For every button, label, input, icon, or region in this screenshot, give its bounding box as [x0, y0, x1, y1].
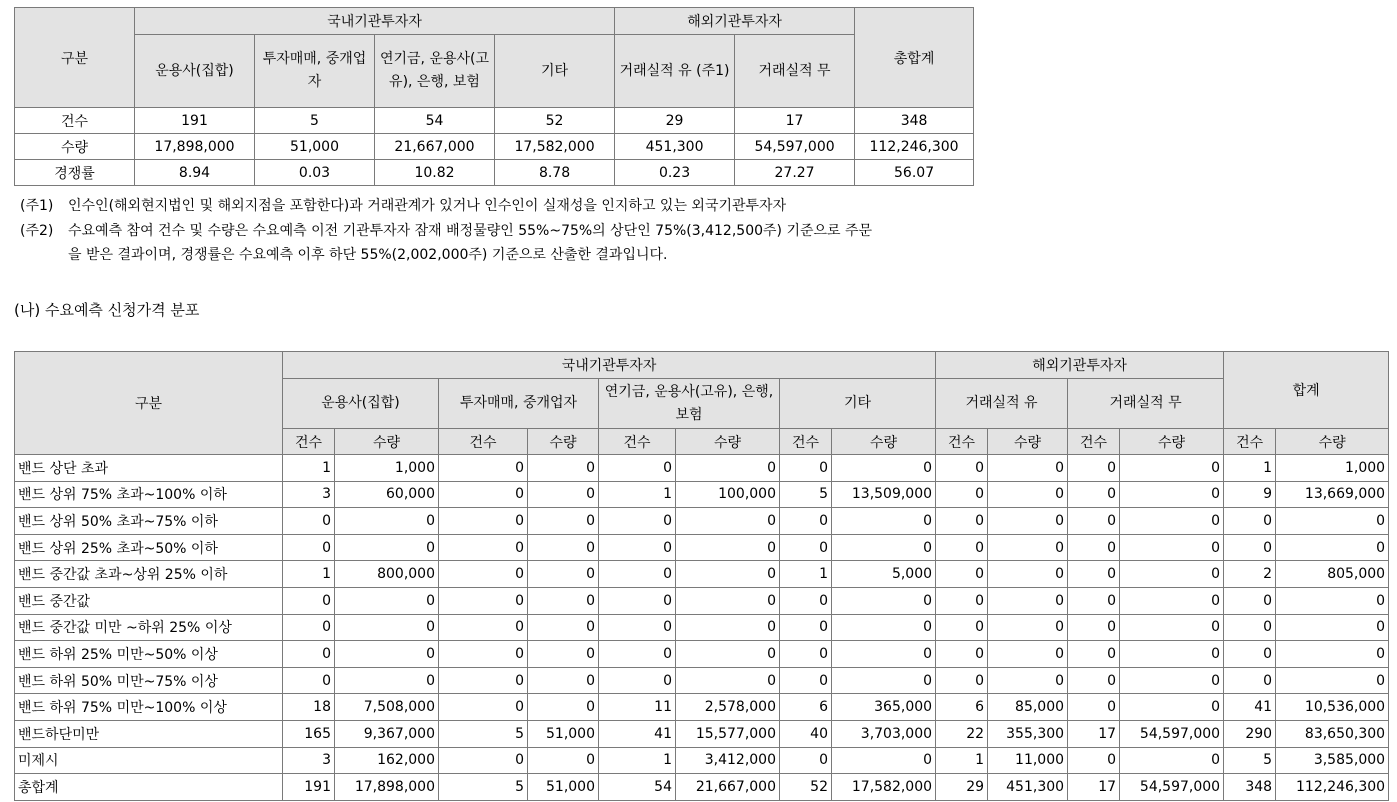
table-cell: 0 — [599, 508, 676, 535]
table-cell: 10,536,000 — [1276, 694, 1389, 721]
row-label: 밴드 상위 50% 초과~75% 이하 — [15, 508, 283, 535]
footnote-1 — [20, 194, 786, 218]
table-cell: 0 — [283, 641, 335, 668]
table-cell: 17 — [1068, 774, 1120, 801]
table-cell: 0 — [1120, 508, 1224, 535]
table-cell: 7,508,000 — [335, 694, 439, 721]
table-row — [15, 667, 1389, 694]
table-cell: 8.78 — [495, 160, 615, 186]
table-cell: 0 — [528, 481, 599, 508]
table-cell: 0 — [832, 534, 936, 561]
table-cell: 0 — [283, 587, 335, 614]
table-cell: 0 — [1224, 614, 1276, 641]
table-cell: 0 — [1120, 747, 1224, 774]
table-cell: 29 — [936, 774, 988, 801]
table-cell: 1,000 — [1276, 455, 1389, 482]
table-cell: 0 — [1068, 481, 1120, 508]
table-cell: 0 — [439, 508, 528, 535]
table-cell: 17,898,000 — [135, 134, 255, 160]
table-cell: 5 — [1224, 747, 1276, 774]
table-cell: 1 — [283, 455, 335, 482]
foreign-investor-header: 해외기관투자자 — [936, 352, 1224, 379]
table-cell: 0 — [936, 534, 988, 561]
table-cell: 0 — [988, 481, 1068, 508]
table-cell: 0 — [988, 534, 1068, 561]
table-cell: 21,667,000 — [676, 774, 780, 801]
foreign-investor-header: 해외기관투자자 — [615, 8, 855, 35]
table-cell: 0 — [1276, 587, 1389, 614]
table-cell: 0 — [1120, 561, 1224, 588]
table-cell: 365,000 — [832, 694, 936, 721]
count-header: 건수 — [599, 429, 676, 455]
table-cell: 0 — [528, 614, 599, 641]
section-title: (나) 수요예측 신청가격 분포 — [14, 301, 200, 319]
table-cell: 0 — [335, 534, 439, 561]
table-cell: 0.03 — [255, 160, 375, 186]
quantity-header: 수량 — [676, 429, 780, 455]
table-row — [15, 108, 974, 134]
table-cell: 6 — [936, 694, 988, 721]
table-cell: 0 — [1068, 561, 1120, 588]
count-header: 건수 — [1224, 429, 1276, 455]
table-cell: 0 — [936, 561, 988, 588]
table-cell: 0 — [676, 641, 780, 668]
table-cell: 0 — [936, 667, 988, 694]
table-cell: 0 — [599, 455, 676, 482]
table-cell: 0 — [283, 508, 335, 535]
quantity-header: 수량 — [1120, 429, 1224, 455]
table-cell: 348 — [1224, 774, 1276, 801]
table-cell: 17,582,000 — [832, 774, 936, 801]
table-cell: 451,300 — [615, 134, 735, 160]
table-cell: 54,597,000 — [1120, 720, 1224, 747]
table-cell: 54,597,000 — [1120, 774, 1224, 801]
footnote-2-continued: 을 받은 결과이며, 경쟁률은 수요예측 이후 하단 55%(2,002,000주) 기준으로 산출한 결과입니다. — [68, 247, 668, 263]
table-cell: 0 — [439, 694, 528, 721]
table-row — [15, 134, 974, 160]
table-cell: 2,578,000 — [676, 694, 780, 721]
table-cell: 51,000 — [528, 774, 599, 801]
table-row — [15, 481, 1389, 508]
table-cell: 29 — [615, 108, 735, 134]
table-cell: 191 — [283, 774, 335, 801]
table-cell: 0 — [528, 508, 599, 535]
table-cell: 0 — [599, 561, 676, 588]
table-row — [15, 561, 1389, 588]
table-cell: 0 — [335, 667, 439, 694]
asset-mgmt-header: 운용사(집합) — [135, 35, 255, 108]
row-label: 밴드 중간값 초과~상위 25% 이하 — [15, 561, 283, 588]
table-cell: 191 — [135, 108, 255, 134]
table-cell: 27.27 — [735, 160, 855, 186]
count-header: 건수 — [1068, 429, 1120, 455]
other-header: 기타 — [780, 379, 936, 429]
table-cell: 0 — [599, 667, 676, 694]
table-cell: 162,000 — [335, 747, 439, 774]
table-cell: 0 — [988, 587, 1068, 614]
table-cell: 0 — [676, 587, 780, 614]
table-cell: 0 — [528, 455, 599, 482]
total-header: 합계 — [1224, 352, 1389, 429]
table-cell: 56.07 — [855, 160, 974, 186]
table-cell: 40 — [780, 720, 832, 747]
table-row — [15, 720, 1389, 747]
table-cell: 0 — [676, 614, 780, 641]
table-cell: 0 — [335, 641, 439, 668]
table-cell: 0 — [1120, 455, 1224, 482]
table-cell: 1 — [780, 561, 832, 588]
row-label: 밴드 중간값 미만 ~하위 25% 이상 — [15, 614, 283, 641]
table-cell: 0 — [599, 587, 676, 614]
table-cell: 112,246,300 — [855, 134, 974, 160]
pension-header: 연기금, 운용사(고유), 은행, 보험 — [599, 379, 780, 429]
table-cell: 0 — [780, 455, 832, 482]
table-cell: 5 — [255, 108, 375, 134]
table-cell: 0 — [1224, 508, 1276, 535]
table-cell: 0 — [780, 641, 832, 668]
table-cell: 290 — [1224, 720, 1276, 747]
row-label: 경쟁률 — [15, 160, 135, 186]
table-cell: 52 — [780, 774, 832, 801]
table-cell: 0 — [988, 455, 1068, 482]
table-cell: 0 — [528, 641, 599, 668]
table-cell: 60,000 — [335, 481, 439, 508]
table-cell: 800,000 — [335, 561, 439, 588]
row-label: 밴드 하위 50% 미만~75% 이상 — [15, 667, 283, 694]
table-cell: 54 — [599, 774, 676, 801]
table-cell: 22 — [936, 720, 988, 747]
row-label: 밴드 상위 75% 초과~100% 이하 — [15, 481, 283, 508]
table-cell: 0 — [936, 481, 988, 508]
table-cell: 0 — [936, 587, 988, 614]
row-label: 총합계 — [15, 774, 283, 801]
table-cell: 0 — [599, 534, 676, 561]
quantity-header: 수량 — [832, 429, 936, 455]
table-cell: 0 — [1276, 508, 1389, 535]
table-cell: 0 — [780, 667, 832, 694]
table-cell: 0 — [676, 508, 780, 535]
grand-total-header: 총합계 — [855, 8, 974, 108]
table-cell: 1 — [599, 747, 676, 774]
table-cell: 0 — [1068, 614, 1120, 641]
table-cell: 0 — [528, 747, 599, 774]
table-cell: 0 — [599, 641, 676, 668]
table-cell: 0 — [528, 667, 599, 694]
table-cell: 85,000 — [988, 694, 1068, 721]
table-cell: 0 — [832, 614, 936, 641]
table-cell: 51,000 — [528, 720, 599, 747]
table-cell: 0 — [283, 614, 335, 641]
footnote-2-number: (주2) — [20, 223, 54, 239]
table-row — [15, 641, 1389, 668]
table-cell: 0 — [439, 455, 528, 482]
table-cell: 0 — [1068, 455, 1120, 482]
track-record-yes-header: 거래실적 유 — [936, 379, 1068, 429]
table-cell: 0 — [1068, 534, 1120, 561]
broker-header: 투자매매, 중개업자 — [255, 35, 375, 108]
table-cell: 1 — [283, 561, 335, 588]
row-label: 밴드 하위 75% 미만~100% 이상 — [15, 694, 283, 721]
table-cell: 805,000 — [1276, 561, 1389, 588]
table-cell: 0 — [936, 641, 988, 668]
table-cell: 0 — [528, 694, 599, 721]
table-cell: 18 — [283, 694, 335, 721]
table-cell: 0 — [676, 455, 780, 482]
table-cell: 0 — [988, 667, 1068, 694]
table-cell: 0 — [988, 614, 1068, 641]
row-label: 밴드하단미만 — [15, 720, 283, 747]
table-cell: 0 — [528, 587, 599, 614]
table-cell: 13,509,000 — [832, 481, 936, 508]
table-cell: 0 — [1120, 694, 1224, 721]
table-cell: 0 — [936, 455, 988, 482]
table-cell: 0 — [1224, 587, 1276, 614]
table-cell: 17,582,000 — [495, 134, 615, 160]
table-cell: 0 — [528, 561, 599, 588]
table-cell: 13,669,000 — [1276, 481, 1389, 508]
track-record-no-header: 거래실적 무 — [735, 35, 855, 108]
table-cell: 0 — [439, 561, 528, 588]
table-cell: 0 — [439, 481, 528, 508]
table-cell: 0 — [780, 587, 832, 614]
asset-mgmt-header: 운용사(집합) — [283, 379, 439, 429]
domestic-investor-header: 국내기관투자자 — [135, 8, 615, 35]
table-cell: 0 — [1224, 534, 1276, 561]
quantity-header: 수량 — [528, 429, 599, 455]
table-row — [15, 587, 1389, 614]
table-cell: 52 — [495, 108, 615, 134]
table-cell: 0 — [1120, 534, 1224, 561]
table-cell: 0 — [676, 667, 780, 694]
table-cell: 0 — [1068, 641, 1120, 668]
table-cell: 1 — [599, 481, 676, 508]
track-record-yes-header: 거래실적 유 (주1) — [615, 35, 735, 108]
table-cell: 0 — [1068, 694, 1120, 721]
table-cell: 5 — [439, 774, 528, 801]
table-row — [15, 747, 1389, 774]
table-cell: 0 — [439, 587, 528, 614]
table-cell: 165 — [283, 720, 335, 747]
table-cell: 0.23 — [615, 160, 735, 186]
table-cell: 54,597,000 — [735, 134, 855, 160]
table-cell: 0 — [283, 667, 335, 694]
table-cell: 1,000 — [335, 455, 439, 482]
table-cell: 0 — [439, 641, 528, 668]
table-row — [15, 160, 974, 186]
table-cell: 0 — [1120, 481, 1224, 508]
row-label: 밴드 상위 25% 초과~50% 이하 — [15, 534, 283, 561]
quantity-header: 수량 — [335, 429, 439, 455]
table-row — [15, 614, 1389, 641]
table-cell: 11 — [599, 694, 676, 721]
table-cell: 348 — [855, 108, 974, 134]
table-cell: 3 — [283, 747, 335, 774]
table-cell: 0 — [335, 614, 439, 641]
quantity-header: 수량 — [1276, 429, 1389, 455]
table-cell: 0 — [1224, 667, 1276, 694]
table-cell: 0 — [1276, 641, 1389, 668]
table-cell: 0 — [832, 641, 936, 668]
table-cell: 0 — [1276, 534, 1389, 561]
table-cell: 8.94 — [135, 160, 255, 186]
table-cell: 0 — [988, 508, 1068, 535]
category-header: 구분 — [15, 8, 135, 108]
count-header: 건수 — [936, 429, 988, 455]
table-cell: 5,000 — [832, 561, 936, 588]
table-cell: 0 — [780, 747, 832, 774]
table-cell: 0 — [439, 534, 528, 561]
table-cell: 3,585,000 — [1276, 747, 1389, 774]
table-cell: 17 — [1068, 720, 1120, 747]
table-cell: 1 — [1224, 455, 1276, 482]
domestic-investor-header: 국내기관투자자 — [283, 352, 936, 379]
table-cell: 0 — [599, 614, 676, 641]
row-label: 밴드 중간값 — [15, 587, 283, 614]
count-header: 건수 — [780, 429, 832, 455]
table-cell: 0 — [780, 534, 832, 561]
table-cell: 0 — [335, 508, 439, 535]
table-row — [15, 694, 1389, 721]
table-row — [15, 455, 1389, 482]
table-cell: 0 — [988, 561, 1068, 588]
table-cell: 0 — [1068, 747, 1120, 774]
table-cell: 6 — [780, 694, 832, 721]
table-cell: 1 — [936, 747, 988, 774]
table-cell: 0 — [1224, 641, 1276, 668]
table-cell: 0 — [439, 667, 528, 694]
table-cell: 0 — [1068, 667, 1120, 694]
table-cell: 17 — [735, 108, 855, 134]
track-record-no-header: 거래실적 무 — [1068, 379, 1224, 429]
table-cell: 112,246,300 — [1276, 774, 1389, 801]
table-cell: 11,000 — [988, 747, 1068, 774]
price-distribution-table — [14, 351, 1389, 801]
table-cell: 0 — [439, 747, 528, 774]
table-cell: 15,577,000 — [676, 720, 780, 747]
count-header: 건수 — [439, 429, 528, 455]
table-cell: 355,300 — [988, 720, 1068, 747]
table-cell: 0 — [1068, 508, 1120, 535]
table-cell: 0 — [936, 614, 988, 641]
table-cell: 0 — [1120, 614, 1224, 641]
table-cell: 100,000 — [676, 481, 780, 508]
table-cell: 0 — [780, 614, 832, 641]
table-cell: 9,367,000 — [335, 720, 439, 747]
table-cell: 0 — [528, 534, 599, 561]
table-cell: 451,300 — [988, 774, 1068, 801]
table-cell: 5 — [780, 481, 832, 508]
table-cell: 10.82 — [375, 160, 495, 186]
table-cell: 0 — [780, 508, 832, 535]
table-cell: 54 — [375, 108, 495, 134]
table-cell: 0 — [988, 641, 1068, 668]
table-cell: 0 — [832, 747, 936, 774]
table-cell: 0 — [832, 455, 936, 482]
table-row — [15, 534, 1389, 561]
table-cell: 21,667,000 — [375, 134, 495, 160]
table-cell: 0 — [676, 534, 780, 561]
row-label: 밴드 하위 25% 미만~50% 이상 — [15, 641, 283, 668]
table-cell: 0 — [936, 508, 988, 535]
table-row — [15, 774, 1389, 801]
table-cell: 3,703,000 — [832, 720, 936, 747]
table-cell: 0 — [832, 508, 936, 535]
footnote-2 — [20, 219, 872, 243]
table-cell: 41 — [1224, 694, 1276, 721]
table-cell: 2 — [1224, 561, 1276, 588]
footnote-1-text: 인수인(해외현지법인 및 해외지점을 포함한다)과 거래관계가 있거나 인수인이 실재성을 인지하고 있는 외국기관투자자 — [68, 198, 787, 214]
table-row — [15, 508, 1389, 535]
row-label: 건수 — [15, 108, 135, 134]
category-header: 구분 — [15, 352, 283, 455]
table-cell: 0 — [1120, 587, 1224, 614]
row-label: 밴드 상단 초과 — [15, 455, 283, 482]
table-cell: 51,000 — [255, 134, 375, 160]
table-cell: 0 — [1120, 667, 1224, 694]
table-cell: 83,650,300 — [1276, 720, 1389, 747]
count-header: 건수 — [283, 429, 335, 455]
table-cell: 0 — [1120, 641, 1224, 668]
table-cell: 17,898,000 — [335, 774, 439, 801]
row-label: 미제시 — [15, 747, 283, 774]
table-cell: 0 — [1068, 587, 1120, 614]
table-cell: 0 — [1276, 614, 1389, 641]
table-cell: 0 — [335, 587, 439, 614]
quantity-header: 수량 — [988, 429, 1068, 455]
other-header: 기타 — [495, 35, 615, 108]
table-cell: 0 — [832, 587, 936, 614]
table-cell: 5 — [439, 720, 528, 747]
table-cell: 41 — [599, 720, 676, 747]
table-cell: 0 — [439, 614, 528, 641]
pension-header: 연기금, 운용사(고유), 은행, 보험 — [375, 35, 495, 108]
table-cell: 0 — [832, 667, 936, 694]
table-cell: 0 — [676, 561, 780, 588]
table-cell: 9 — [1224, 481, 1276, 508]
broker-header: 투자매매, 중개업자 — [439, 379, 599, 429]
footnote-1-number: (주1) — [20, 198, 54, 214]
footnote-2-text: 수요예측 참여 건수 및 수량은 수요예측 이전 기관투자자 잠재 배정물량인 55%~75%의 상단인 75%(3,412,500주) 기준으로 주문 — [68, 223, 873, 239]
row-label: 수량 — [15, 134, 135, 160]
competition-summary-table — [14, 7, 974, 186]
table-cell: 3,412,000 — [676, 747, 780, 774]
table-cell: 3 — [283, 481, 335, 508]
table-cell: 0 — [1276, 667, 1389, 694]
table-cell: 0 — [283, 534, 335, 561]
